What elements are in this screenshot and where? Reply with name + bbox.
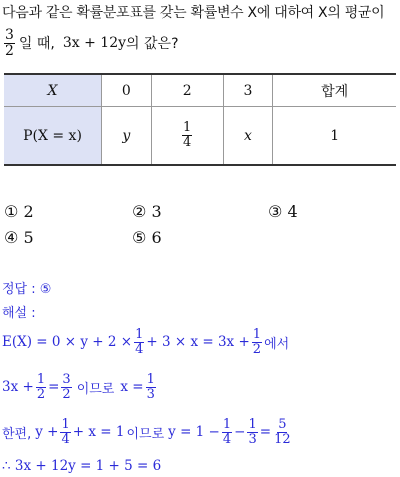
fraction-denominator: 3 — [146, 386, 155, 402]
fraction-numerator: 1 — [61, 417, 70, 432]
table-cell: y — [102, 107, 152, 166]
fraction-denominator: 2 — [5, 42, 14, 59]
fraction — [134, 328, 144, 356]
choice-mark: ④ — [4, 228, 19, 247]
fraction-numerator: 1 — [252, 327, 262, 342]
solution-text: 에서 — [264, 336, 290, 352]
table-cell: 1 — [273, 107, 396, 166]
fraction-numerator: 1 — [222, 417, 232, 432]
solution-line-1 — [2, 328, 289, 356]
solution-line-3 — [2, 418, 294, 446]
table-header-cell: 2 — [151, 74, 223, 107]
math-text: − — [234, 424, 246, 441]
math-text: E(X) = 0 × y + 2 × — [2, 334, 133, 351]
answer-label: 정답 : — [2, 282, 36, 297]
fraction-denominator: 4 — [222, 431, 232, 447]
answer-value: ⑤ — [39, 282, 52, 297]
choice-value: 5 — [23, 228, 34, 247]
choice-5[interactable] — [132, 228, 162, 247]
solution-text: 이므로 — [76, 381, 115, 397]
choice-1[interactable] — [4, 202, 34, 221]
fraction-denominator: 2 — [252, 341, 262, 357]
question-expression: 3x + 12y — [62, 35, 127, 52]
fraction-denominator: 4 — [61, 431, 70, 447]
fraction — [61, 373, 71, 401]
fraction — [273, 418, 292, 446]
fraction-denominator: 2 — [36, 386, 46, 402]
math-text: = — [48, 379, 60, 396]
choice-2[interactable] — [132, 202, 162, 221]
math-text: y + — [35, 424, 59, 441]
math-text: = — [259, 424, 272, 441]
math-text: x = — [120, 379, 144, 396]
fraction-numerator: 1 — [183, 120, 192, 136]
table-cell-fraction — [151, 107, 223, 166]
table-row-label: P(X = x) — [4, 107, 102, 166]
fraction — [36, 373, 46, 401]
math-text: y = 1 − — [168, 424, 220, 441]
fraction — [247, 418, 257, 446]
question-line-2 — [2, 28, 179, 58]
fraction-denominator: 3 — [248, 431, 257, 447]
choice-mark: ⑤ — [132, 228, 147, 247]
fraction — [146, 373, 156, 401]
solution-text: 이므로 — [126, 426, 165, 442]
fraction — [182, 121, 192, 149]
mean-fraction — [4, 28, 15, 58]
table-header-cell: X — [4, 74, 102, 107]
fraction-denominator: 4 — [135, 341, 144, 357]
choice-mark: ① — [4, 202, 19, 221]
fraction — [222, 418, 232, 446]
math-text: ∴ 3x + 12y = 1 + 5 = 6 — [2, 458, 162, 474]
table-row — [4, 107, 396, 166]
solution-label: 해설 : — [2, 306, 36, 321]
fraction-denominator: 12 — [274, 431, 291, 447]
fraction — [252, 328, 262, 356]
choice-4[interactable] — [4, 228, 34, 247]
fraction-numerator: 1 — [36, 372, 46, 387]
choice-value: 4 — [287, 202, 298, 221]
choice-3[interactable] — [268, 202, 298, 221]
fraction-denominator: 4 — [183, 135, 192, 150]
fraction — [60, 418, 70, 446]
question-tail: 의 값은? — [126, 36, 179, 53]
probability-table — [4, 73, 396, 166]
table-header-row — [4, 74, 396, 107]
fraction-numerator: 1 — [248, 417, 257, 432]
choice-mark: ② — [132, 202, 147, 221]
answer — [2, 278, 51, 297]
choice-value: 2 — [23, 202, 34, 221]
fraction-denominator: 2 — [62, 386, 71, 402]
solution-line-2 — [2, 373, 158, 401]
fraction-numerator: 3 — [62, 372, 71, 387]
question-text: 일 때, — [18, 36, 55, 53]
solution-line-4 — [2, 458, 161, 474]
fraction-numerator: 1 — [135, 327, 144, 342]
table-cell: x — [223, 107, 273, 166]
choice-value: 6 — [151, 228, 162, 247]
choice-value: 3 — [151, 202, 162, 221]
fraction-numerator: 1 — [146, 372, 155, 387]
table-header-cell: 합계 — [273, 74, 396, 107]
fraction-numerator: 5 — [278, 417, 287, 432]
table-header-cell: 0 — [102, 74, 152, 107]
solution-text: 한편, — [2, 426, 32, 442]
choice-mark: ③ — [268, 202, 283, 221]
math-text: + x = 1 — [72, 424, 125, 441]
table-header-cell: 3 — [223, 74, 273, 107]
math-text: 3x + — [2, 379, 34, 396]
math-text: + 3 × x = 3x + — [146, 334, 250, 351]
fraction-numerator: 3 — [5, 27, 14, 43]
question-line-1: 다음과 같은 확률분포표를 갖는 확률변수 X에 대하여 X의 평균이 — [2, 5, 385, 21]
